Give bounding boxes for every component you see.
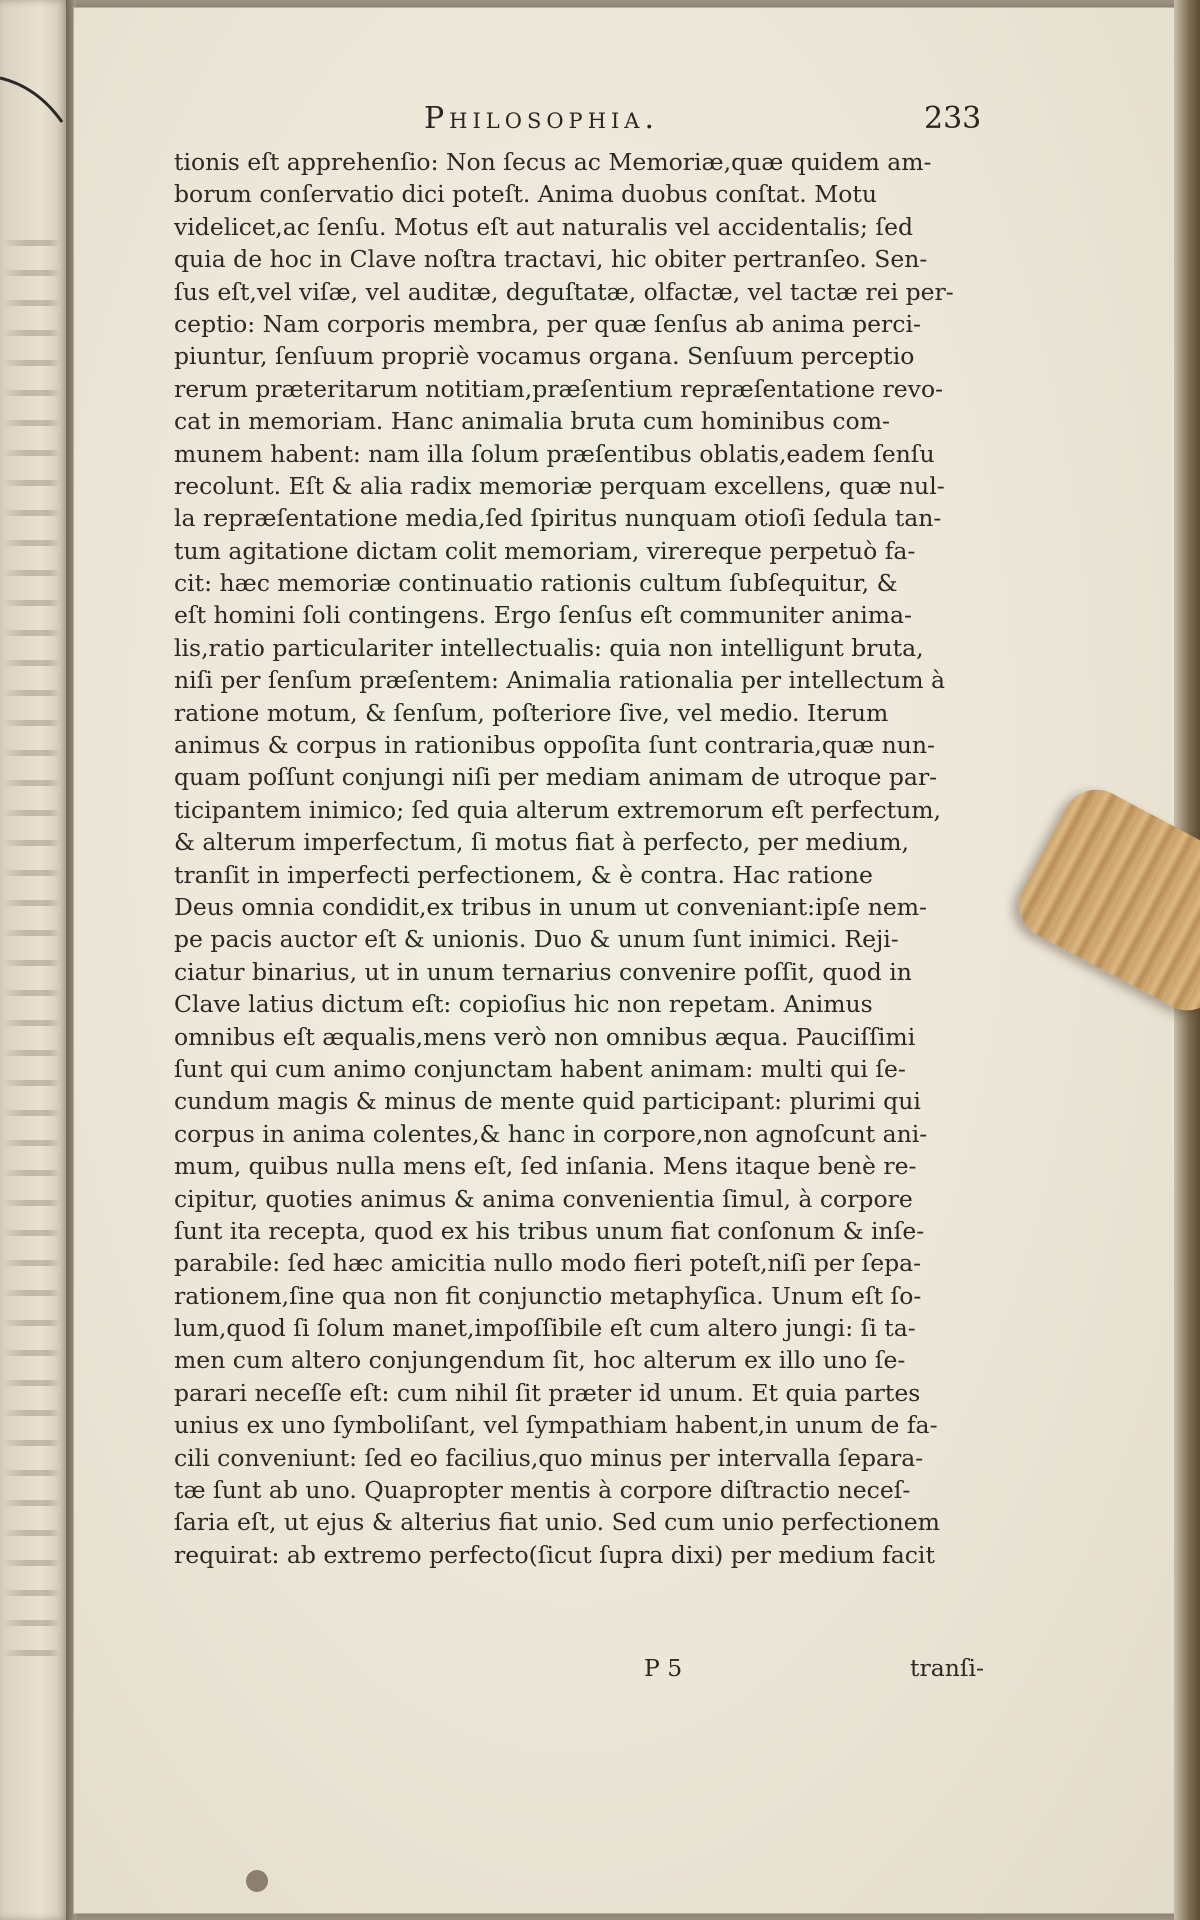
text-line: parari neceſſe eſt: cum nihil ſit præter id unum. Et quia partes — [174, 1378, 921, 1407]
text-line: lis,ratio particulariter intellectualis: quia non intelligunt bruta, — [174, 633, 924, 662]
text-line: quam poſſunt conjungi niſi per mediam animam de utroque par- — [174, 763, 938, 792]
text-line: rationem,ſine qua non fit conjunctio metaphyſica. Unum eſt ſo- — [174, 1281, 922, 1310]
text-line: ciatur binarius, ut in unum ternarius convenire poſſit, quod in — [174, 957, 912, 986]
page-footer — [174, 1654, 984, 1688]
text-line: tæ ſunt ab uno. Quapropter mentis à corpore diſtractio neceſ- — [174, 1476, 911, 1505]
text-line: cundum magis & minus de mente quid participant: plurimi qui — [174, 1087, 921, 1116]
text-line: ceptio: Nam corporis membra, per quæ ſenſus ab anima perci- — [174, 309, 921, 338]
text-line: tum agitatione dictam colit memoriam, virereque perpetuò fa- — [174, 536, 916, 565]
text-line: piuntur, ſenſuum propriè vocamus organa. Senſuum perceptio — [174, 342, 915, 371]
text-line: cili conveniunt: ſed eo facilius,quo minus per intervalla ſepara- — [174, 1443, 924, 1472]
text-line: lum,quod ſi ſolum manet,impoſſibile eſt cum altero jungi: ſi ta- — [174, 1314, 916, 1343]
text-line: omnibus eſt æqualis,mens verò non omnibus æqua. Pauciſſimi — [174, 1022, 916, 1051]
facing-page-edge — [0, 0, 68, 1920]
running-head — [424, 101, 984, 141]
text-line: animus & corpus in rationibus oppoſita ſunt contraria,quæ nun- — [174, 731, 935, 760]
text-line: ſus eſt,vel viſæ, vel auditæ, deguſtatæ, olfactæ, vel tactæ rei per- — [174, 277, 954, 306]
book-page — [74, 8, 1180, 1913]
page-number: 233 — [924, 101, 982, 136]
text-line: & alterum imperfectum, ſi motus fiat à perfecto, per medium, — [174, 828, 910, 857]
bleed-through-marks — [2, 240, 60, 1660]
text-line: pe pacis auctor eſt & unionis. Duo & unum ſunt inimici. Reji- — [174, 925, 899, 954]
body-text — [174, 146, 976, 1571]
text-line: ſunt qui cum animo conjunctam habent animam: multi qui ſe- — [174, 1054, 906, 1083]
catchword: tranſi- — [910, 1654, 984, 1682]
text-line: parabile: ſed hæc amicitia nullo modo fieri poteſt,niſi per ſepa- — [174, 1249, 922, 1278]
text-line: cit: hæc memoriæ continuatio rationis cultum ſubſequitur, & — [174, 569, 898, 598]
running-title: Philosophia. — [424, 101, 659, 136]
text-line: unius ex uno ſymboliſant, vel ſympathiam habent,in unum de fa- — [174, 1411, 938, 1440]
text-line: ratione motum, & ſenſum, poſteriore ſive, vel medio. Iterum — [174, 698, 889, 727]
text-line: munem habent: nam illa ſolum præſentibus oblatis,eadem ſenſu — [174, 439, 935, 468]
page-curl-line — [0, 70, 70, 140]
text-line: corpus in anima colentes,& hanc in corpore,non agnoſcunt ani- — [174, 1119, 928, 1148]
text-line: cipitur, quoties animus & anima convenientia ſimul, à corpore — [174, 1184, 913, 1213]
text-line: recolunt. Eſt & alia radix memoriæ perquam excellens, quæ nul- — [174, 471, 945, 500]
text-line: ticipantem inimico; ſed quia alterum extremorum eſt perfectum, — [174, 795, 941, 824]
text-line: ſunt ita recepta, quod ex his tribus unum fiat conſonum & inſe- — [174, 1216, 925, 1245]
text-line: ſaria eſt, ut ejus & alterius fiat unio. Sed cum unio perfectionem — [174, 1508, 940, 1537]
text-line: rerum præteritarum notitiam,præſentium repræſentatione revo- — [174, 374, 944, 403]
text-line: Deus omnia condidit,ex tribus in unum ut conveniant:ipſe nem- — [174, 892, 927, 921]
text-line: tranſit in imperfecti perfectionem, & è contra. Hac ratione — [174, 860, 873, 889]
text-line: men cum altero conjungendum ſit, hoc alterum ex illo uno ſe- — [174, 1346, 906, 1375]
text-line: eſt homini ſoli contingens. Ergo ſenſus eſt communiter anima- — [174, 601, 912, 630]
text-line: tionis eſt apprehenſio: Non ſecus ac Memoriæ,quæ quidem am- — [174, 148, 932, 176]
ink-spot — [246, 1870, 268, 1892]
text-line: quia de hoc in Clave noſtra tractavi, hic obiter pertranſeo. Sen- — [174, 245, 928, 274]
text-line: videlicet,ac ſenſu. Motus eſt aut naturalis vel accidentalis; ſed — [174, 212, 914, 241]
text-line: niſi per ſenſum præſentem: Animalia rationalia per intellectum à — [174, 666, 945, 695]
text-line: borum conſervatio dici poteſt. Anima duobus conſtat. Motu — [174, 180, 877, 209]
signature-mark: P 5 — [644, 1654, 683, 1682]
text-line: cat in memoriam. Hanc animalia bruta cum hominibus com- — [174, 407, 890, 436]
text-line: Clave latius dictum eſt: copioſius hic non repetam. Animus — [174, 990, 873, 1019]
text-line: la repræſentatione media,ſed ſpiritus nunquam otioſi ſedula tan- — [174, 504, 942, 533]
text-line: mum, quibus nulla mens eſt, ſed inſania. Mens itaque benè re- — [174, 1152, 917, 1181]
text-line: requirat: ab extremo perfecto(ſicut ſupra dixi) per medium facit — [174, 1540, 935, 1569]
